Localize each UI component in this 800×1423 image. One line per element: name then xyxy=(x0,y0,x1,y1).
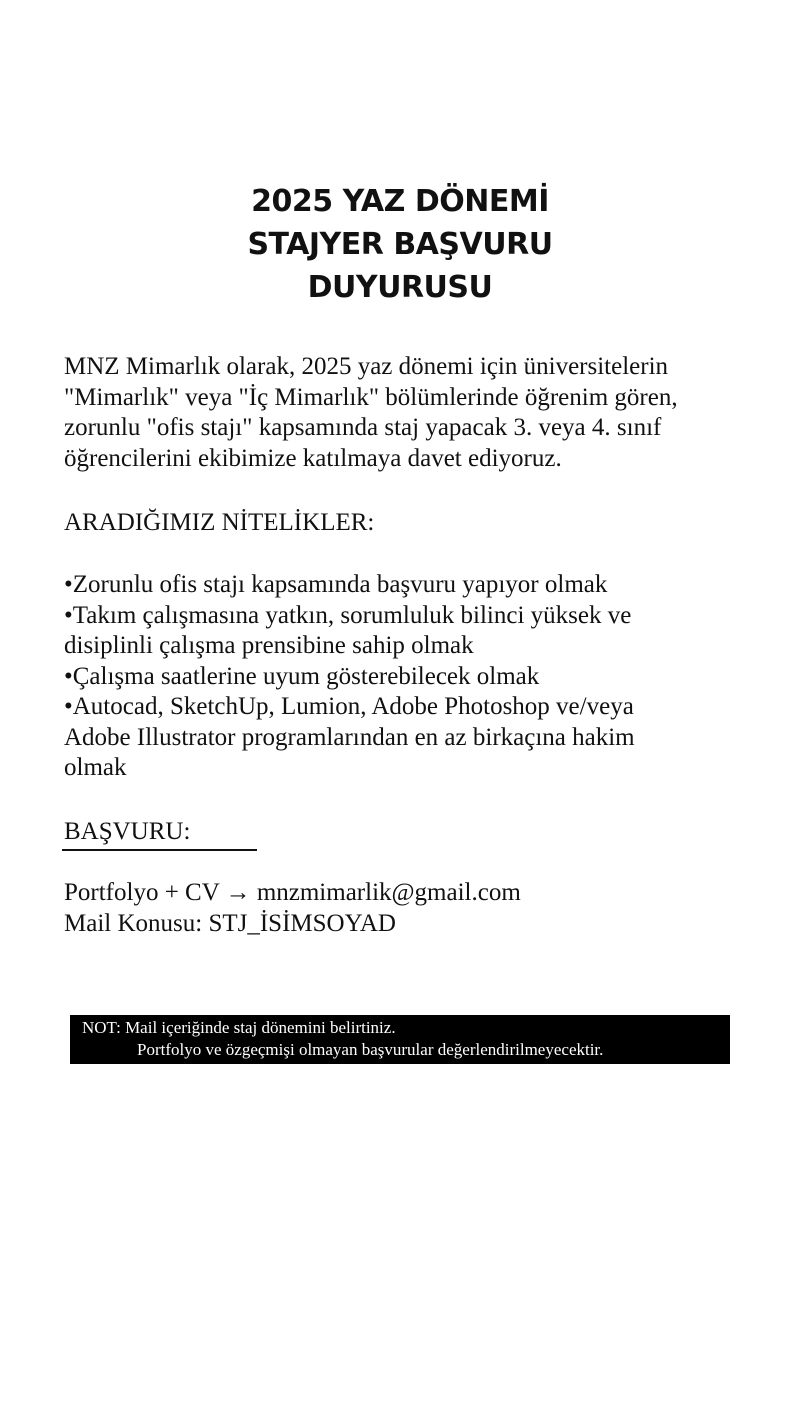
title-line-1: 2025 YAZ DÖNEMİ xyxy=(251,184,549,219)
mail-subject-line: Mail Konusu: STJ_İSİMSOYAD xyxy=(64,909,396,937)
qualifications-list xyxy=(64,570,784,784)
application-details xyxy=(64,878,784,939)
portfolio-email-line: Portfolyo + CV → mnzmimarlik@gmail.com xyxy=(64,879,521,906)
qualification-line: disiplinli çalışma prensibine sahip olmak xyxy=(64,632,474,659)
title-line-3: DUYURUSU xyxy=(307,270,493,305)
qualifications-heading: ARADIĞIMIZ NİTELİKLER: xyxy=(64,509,375,536)
qualification-line: Adobe Illustrator programlarından en az birkaçına hakim xyxy=(64,723,635,751)
application-heading-underline xyxy=(62,849,257,851)
intro-line: MNZ Mimarlık olarak, 2025 yaz dönemi için üniversitelerin xyxy=(64,353,669,380)
qualification-line: •Takım çalışmasına yatkın, sorumluluk bilinci yüksek ve xyxy=(64,601,632,629)
title-line-2: STAJYER BAŞVURU xyxy=(247,227,553,262)
qualification-line: olmak xyxy=(64,754,127,781)
qualification-line: •Autocad, SketchUp, Lumion, Adobe Photoshop ve/veya xyxy=(64,693,634,720)
note-banner xyxy=(70,1015,730,1064)
application-heading: BAŞVURU: xyxy=(64,818,191,845)
qualification-line: •Zorunlu ofis stajı kapsamında başvuru yapıyor olmak xyxy=(64,571,608,598)
intro-line: zorunlu "ofis stajı" kapsamında staj yapacak 3. veya 4. sınıf xyxy=(64,414,662,441)
announcement-title xyxy=(0,180,800,309)
intro-paragraph xyxy=(64,352,784,474)
qualification-line: •Çalışma saatlerine uyum gösterebilecek olmak xyxy=(64,662,540,690)
note-line-2: Portfolyo ve özgeçmişi olmayan başvurular değerlendirilmeyecektir. xyxy=(137,1040,604,1059)
intro-line: öğrencilerini ekibimize katılmaya davet ediyoruz. xyxy=(64,444,562,472)
note-line-1: NOT: Mail içeriğinde staj dönemini belirtiniz. xyxy=(82,1018,396,1037)
intro-line: "Mimarlık" veya "İç Mimarlık" bölümlerinde öğrenim gören, xyxy=(64,383,678,411)
